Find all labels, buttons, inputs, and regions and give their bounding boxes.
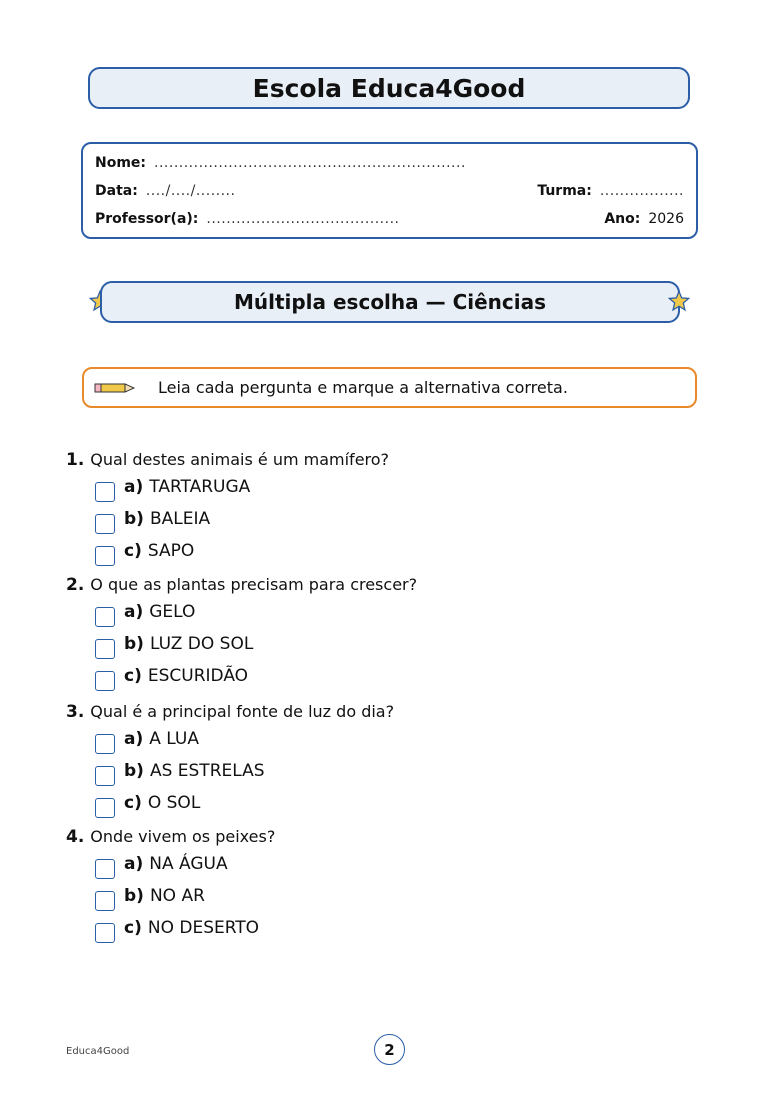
question-2 [66,575,417,595]
option-text: A LUA [149,729,199,749]
question-text: Qual destes animais é um mamífero? [90,450,390,469]
footer-brand: Educa4Good [66,1046,130,1057]
question-number: 3. [66,702,85,722]
option-letter: a) [124,729,144,749]
date-label: Data: [95,183,138,199]
option-text: SAPO [147,541,195,561]
answer-checkbox[interactable] [95,671,115,691]
answer-option[interactable] [95,629,253,659]
class-label: Turma: [537,183,592,199]
page-number [374,1034,405,1065]
option-letter: c) [124,541,142,561]
option-letter: c) [124,918,142,938]
class-field[interactable]: ................. [599,183,684,199]
answer-checkbox[interactable] [95,923,115,943]
teacher-label: Professor(a): [95,211,199,227]
answer-checkbox[interactable] [95,891,115,911]
answer-checkbox[interactable] [95,798,115,818]
answer-checkbox[interactable] [95,734,115,754]
page-number-text: 2 [384,1040,395,1059]
teacher-field[interactable]: ....................................... [206,211,400,227]
option-text: ESCURIDÃO [147,666,249,686]
answer-option[interactable] [95,756,265,786]
year-label: Ano: [604,211,641,227]
instruction-text: Leia cada pergunta e marque a alternativa correta. [158,378,568,397]
option-text: GELO [149,602,196,622]
option-letter: a) [124,477,144,497]
answer-option[interactable] [95,881,205,911]
question-number: 4. [66,827,85,847]
option-text: NA ÁGUA [149,854,228,874]
star-icon [668,290,690,312]
option-text: NO DESERTO [147,918,260,938]
date-field[interactable]: ..../..../........ [145,183,236,199]
option-letter: a) [124,854,144,874]
answer-checkbox[interactable] [95,546,115,566]
name-field[interactable]: ............................................................... [154,155,466,171]
option-text: BALEIA [149,509,211,529]
question-1 [66,450,389,470]
option-letter: c) [124,793,142,813]
answer-option[interactable] [95,788,200,818]
option-text: AS ESTRELAS [149,761,265,781]
answer-option[interactable] [95,536,194,566]
school-title-box [88,67,690,109]
question-text: O que as plantas precisam para crescer? [90,575,418,594]
year-value: 2026 [648,211,684,227]
name-row [95,153,684,173]
option-letter: b) [124,761,144,781]
answer-option[interactable] [95,472,250,502]
answer-option[interactable] [95,724,199,754]
question-text: Qual é a principal fonte de luz do dia? [90,702,395,721]
answer-option[interactable] [95,913,259,943]
option-letter: b) [124,634,144,654]
name-label: Nome: [95,155,147,171]
option-letter: c) [124,666,142,686]
answer-option[interactable] [95,597,195,627]
student-info-box [81,142,698,239]
pencil-icon [94,382,136,394]
answer-option[interactable] [95,661,248,691]
answer-checkbox[interactable] [95,514,115,534]
option-letter: a) [124,602,144,622]
option-text: O SOL [147,793,201,813]
answer-checkbox[interactable] [95,639,115,659]
teacher-year-row [95,209,684,229]
school-title: Escola Educa4Good [252,73,526,103]
answer-option[interactable] [95,849,228,879]
option-letter: b) [124,886,144,906]
option-text: LUZ DO SOL [149,634,254,654]
option-text: TARTARUGA [149,477,251,497]
option-letter: b) [124,509,144,529]
section-title: Múltipla escolha — Ciências [233,290,547,314]
date-class-row [95,181,684,201]
answer-option[interactable] [95,504,210,534]
question-4 [66,827,275,847]
question-text: Onde vivem os peixes? [90,827,276,846]
answer-checkbox[interactable] [95,766,115,786]
answer-checkbox[interactable] [95,607,115,627]
section-title-box [100,281,680,323]
answer-checkbox[interactable] [95,482,115,502]
question-number: 1. [66,450,85,470]
question-number: 2. [66,575,85,595]
question-3 [66,702,394,722]
answer-checkbox[interactable] [95,859,115,879]
option-text: NO AR [149,886,205,906]
instruction-box [82,367,697,408]
